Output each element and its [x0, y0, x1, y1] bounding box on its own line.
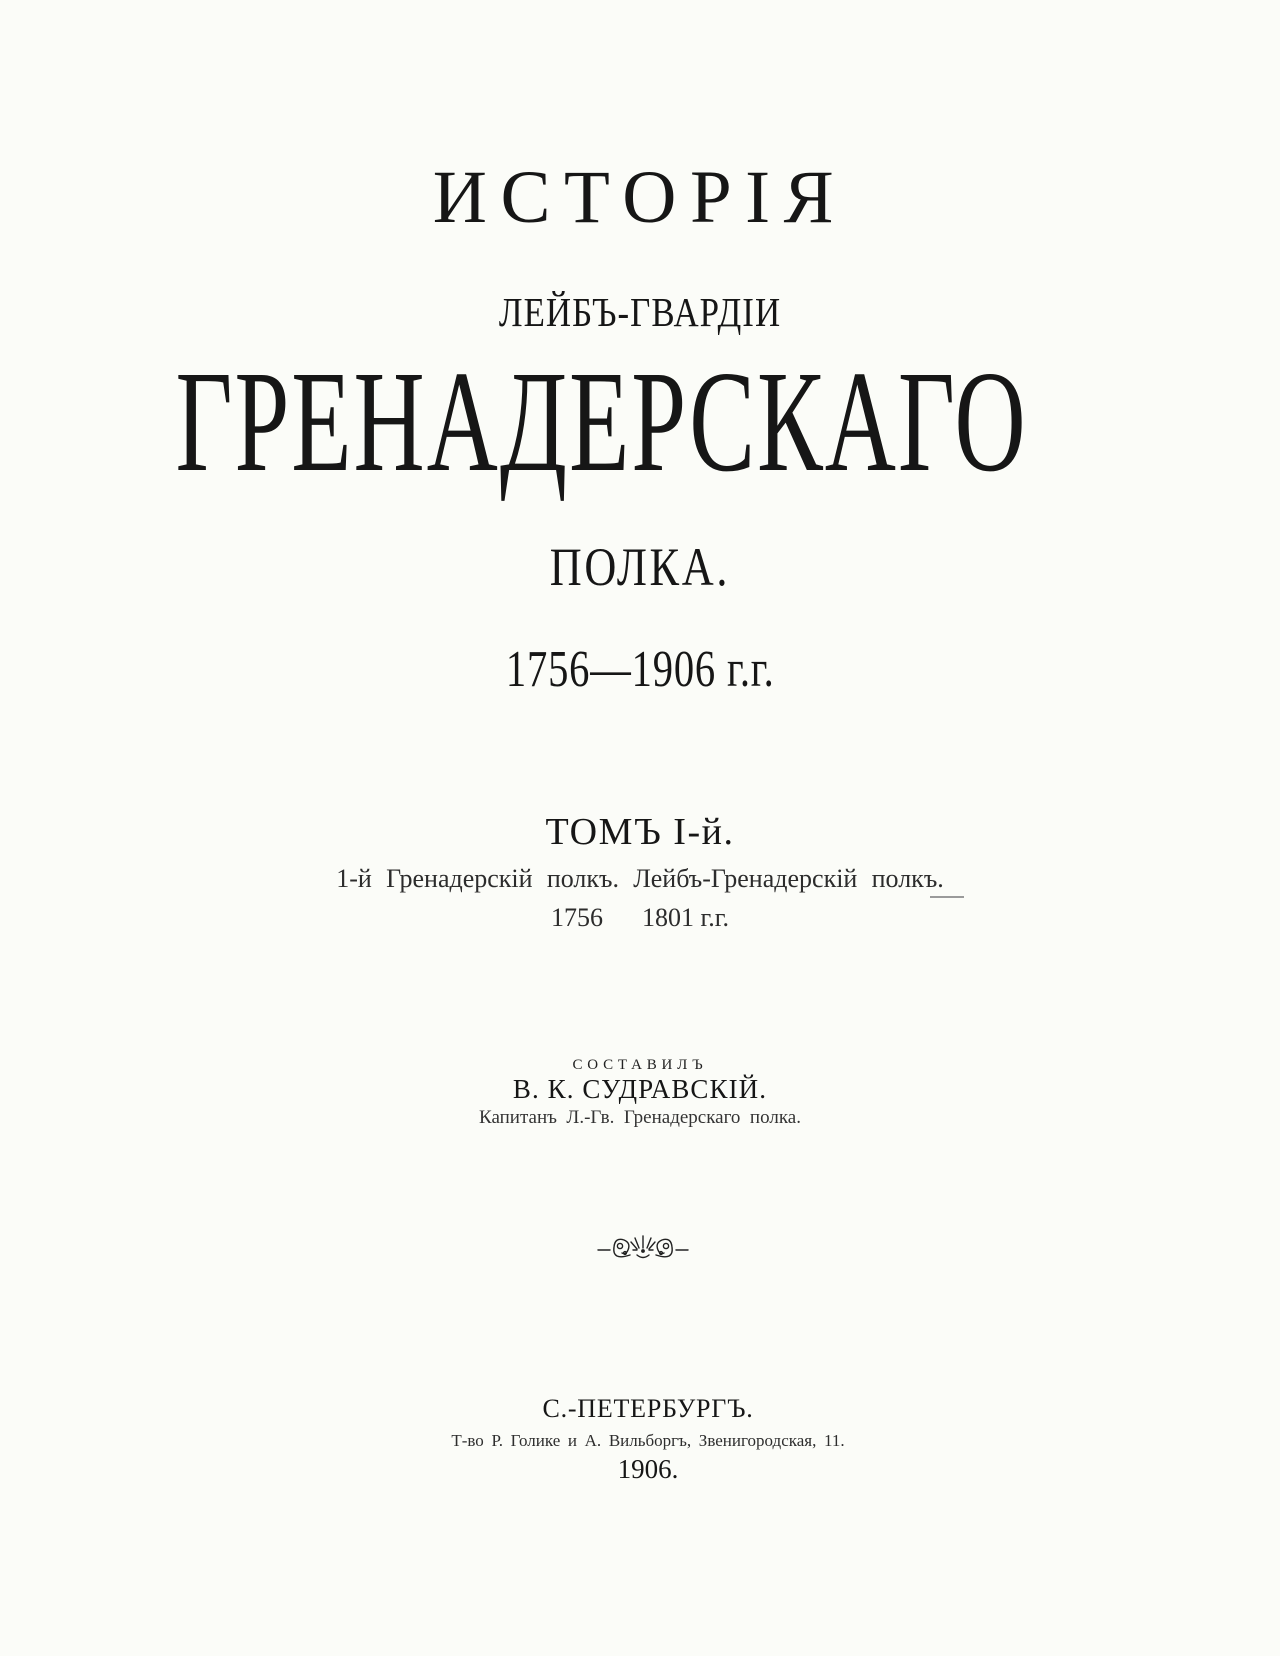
imprint-year: 1906.	[617, 1454, 679, 1484]
imprint-city: С.-ПЕТЕРБУРГЪ.	[542, 1394, 754, 1423]
book-title-word-polka-text: ПОЛКА.	[549, 537, 731, 597]
scan-artifact-dash	[930, 896, 964, 898]
volume-description: 1-й Гренадерскій полкъ. Лейбъ-Гренадерскій полкъ.	[336, 864, 944, 893]
book-title-word-istoriya	[0, 156, 1280, 239]
book-date-range	[0, 641, 1280, 698]
author-rank: Капитанъ Л.-Гв. Гренадерскаго полка.	[479, 1107, 801, 1128]
book-subtitle-leib-gvardii	[0, 289, 1280, 335]
volume-heading: ТОМЪ I-й.	[545, 811, 735, 853]
compiled-by-label: СОСТАВИЛЪ	[572, 1057, 708, 1073]
book-title-word-polka	[0, 537, 1280, 597]
book-subtitle-leib-gvardii-text: ЛЕЙБЪ-ГВАРДІИ	[498, 289, 782, 335]
imprint-publisher: Т-во Р. Голике и А. Вильборгъ, Звенигородская, 11.	[451, 1431, 845, 1450]
volume-years: 1756 1801 г.г.	[551, 903, 729, 932]
book-title-word-istoriya-text: ИСТОРІЯ	[432, 156, 848, 239]
book-title-word-grenaderskago	[0, 342, 1280, 502]
decorative-vignette-ornament	[597, 1233, 689, 1267]
book-date-range-text: 1756—1906 г.г.	[505, 641, 775, 698]
author-name: В. К. СУДРАВСКІЙ.	[512, 1074, 768, 1104]
book-title-word-grenaderskago-text: ГРЕНАДЕРСКАГО	[175, 342, 1029, 502]
